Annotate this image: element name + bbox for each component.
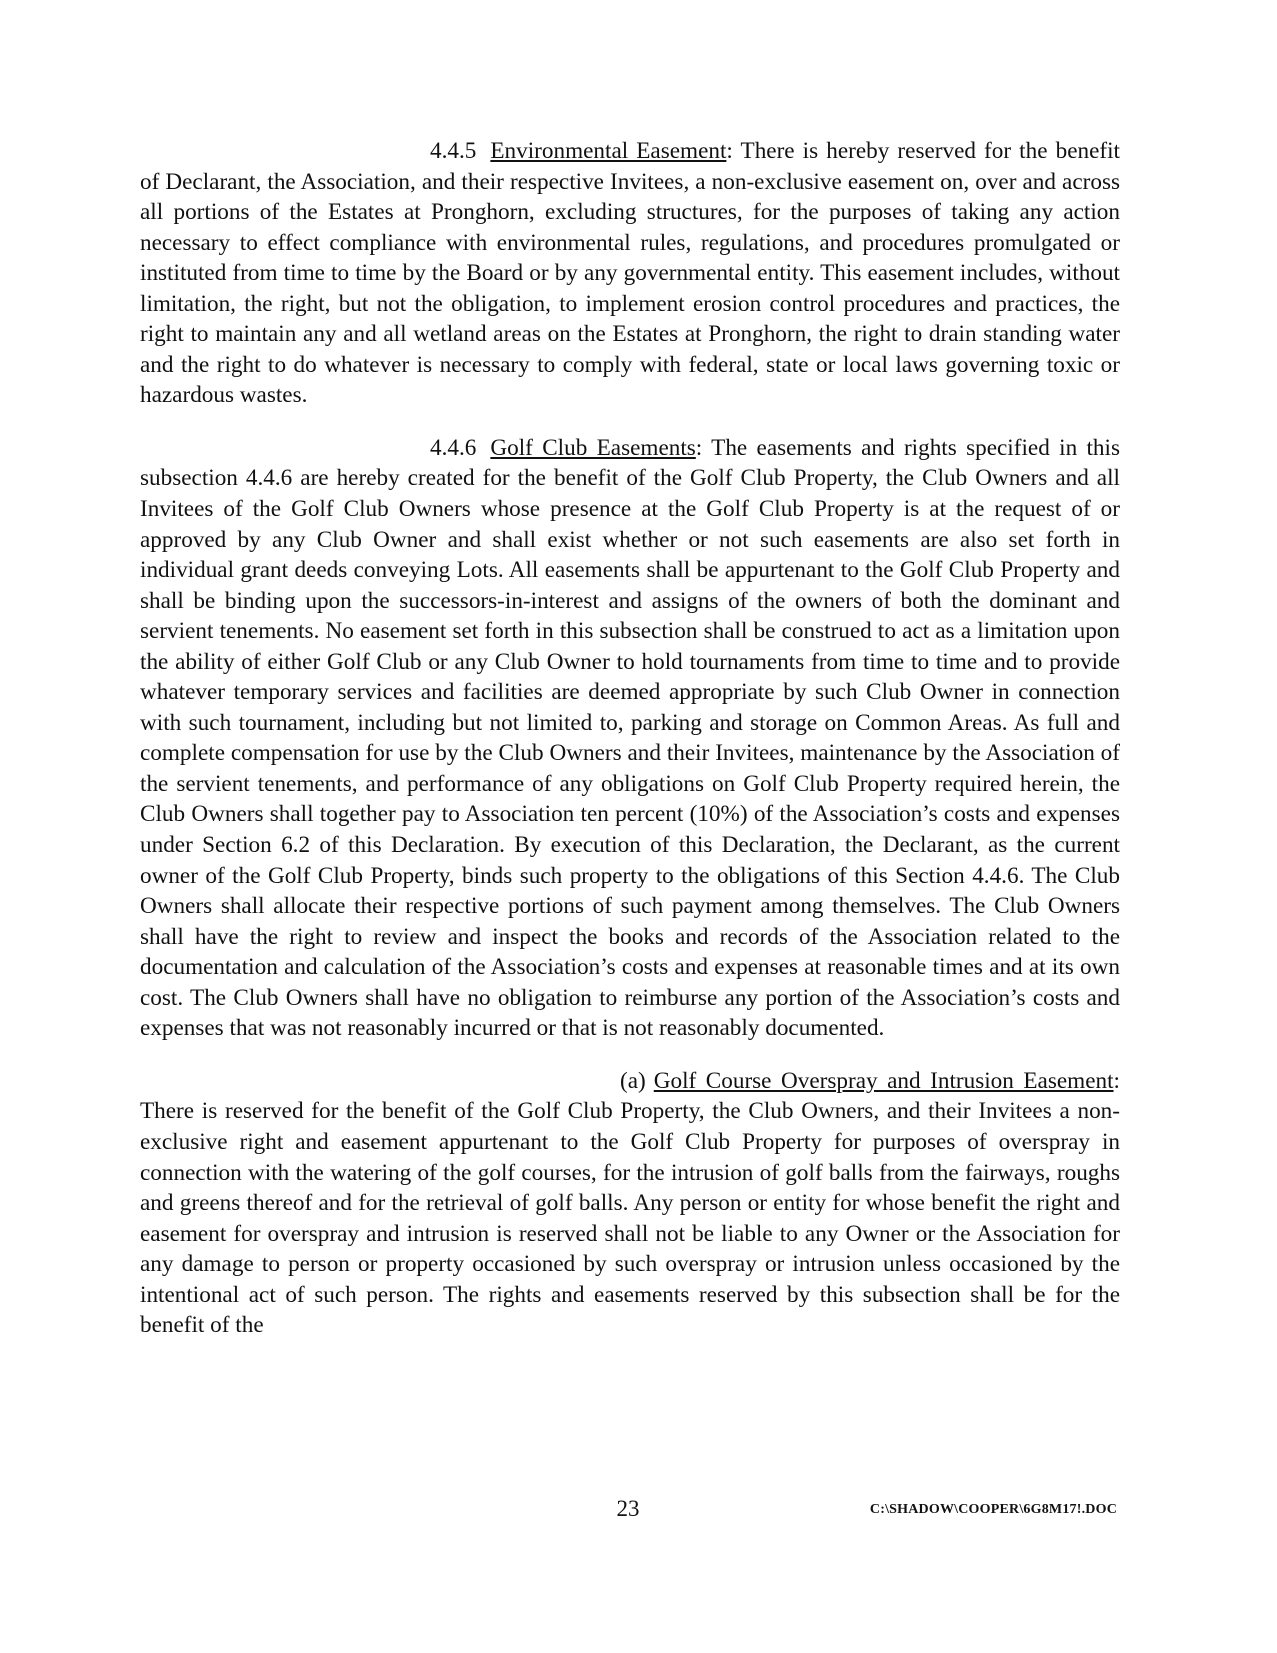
paragraph-4-4-6 [140, 433, 1120, 1044]
section-heading: Environmental Easement [490, 138, 727, 164]
section-number: 4.4.6 [430, 434, 477, 461]
section-heading: Golf Club Easements [490, 434, 696, 461]
section-text: : There is hereby reserved for the benefit of Declarant, the Association, and their respective Invitees, a non-exclusive easement on, over and across all portions of the Estates at Pronghorn, excluding structures, for the purposes of taking any action necessary to effect compliance with environmental rules, regulations, and procedures promulgated or instituted from time to time by the Board or by any governmental entity. This easement includes, without limitation, the right, but not the obligation, to implement erosion control procedures and practices, the right to maintain any and all wetland areas on the Estates at Pronghorn, the right to drain standing water and the right to do whatever is necessary to comply with federal, state or local laws governing toxic or hazardous wastes. [140, 138, 1120, 409]
paragraph-4-4-5 [140, 136, 1120, 411]
section-text: : The easements and rights specified in this subsection 4.4.6 are hereby created for the benefit of the Golf Club Property, the Club Owners and all Invitees of the Golf Club Owners whose presence at the Golf Club Property is at the request of or approved by any Club Owner and shall exist whether or not such easements are also set forth in individual grant deeds conveying Lots. All easements shall be appurtenant to the Golf Club Property and shall be binding upon the successors-in-interest and assigns of the owners of both the dominant and servient tenements. No easement set forth in this subsection shall be construed to act as a limitation upon the ability of either Golf Club or any Club Owner to hold tournaments from time to time and to provide whatever temporary services and facilities are deemed appropriate by such Club Owner in connection with such tournament, including but not limited to, parking and storage on Common Areas. As full and complete compensation for use by the Club Owners and their Invitees, maintenance by the Association of the servient tenements, and performance of any obligations on Golf Club Property required herein, the Club Owners shall together pay to Association ten percent (10%) of the Association’s costs and expenses under Section 6.2 of this Declaration. By execution of this Declaration, the Declarant, as the current owner of the Golf Club Property, binds such property to the obligations of this Section 4.4.6. The Club Owners shall allocate their respective portions of such payment among themselves. The Club Owners shall have the right to review and inspect the books and records of the Association related to the documentation and calculation of the Association’s costs and expenses at reasonable times and at its own cost. The Club Owners shall have no obligation to reimburse any portion of the Association’s costs and expenses that was not reasonably incurred or that is not reasonably documented. [140, 434, 1120, 1042]
subsection-heading: Golf Course Overspray and Intrusion Easement [653, 1067, 1114, 1094]
document-body [140, 136, 1120, 1363]
paragraph-4-4-6-a [140, 1066, 1120, 1341]
subsection-number: (a) [620, 1067, 646, 1094]
file-path: C:\SHADOW\COOPER\6G8M17!.DOC [869, 1502, 1117, 1517]
page-number: 23 [616, 1496, 640, 1521]
subsection-text: : There is reserved for the benefit of the Golf Club Property, the Club Owners, and their Invitees a non-exclusive right and easement appurtenant to the Golf Club Property for purposes of overspray in connection with the watering of the golf courses, for the intrusion of golf balls from the fairways, roughs and greens thereof and for the retrieval of golf balls. Any person or entity for whose benefit the right and easement for overspray and intrusion is reserved shall not be liable to any Owner or the Association for any damage to person or property occasioned by such overspray or intrusion unless occasioned by the intentional act of such person. The rights and easements reserved by this subsection shall be for the benefit of the [140, 1067, 1120, 1339]
section-number: 4.4.5 [430, 138, 477, 164]
